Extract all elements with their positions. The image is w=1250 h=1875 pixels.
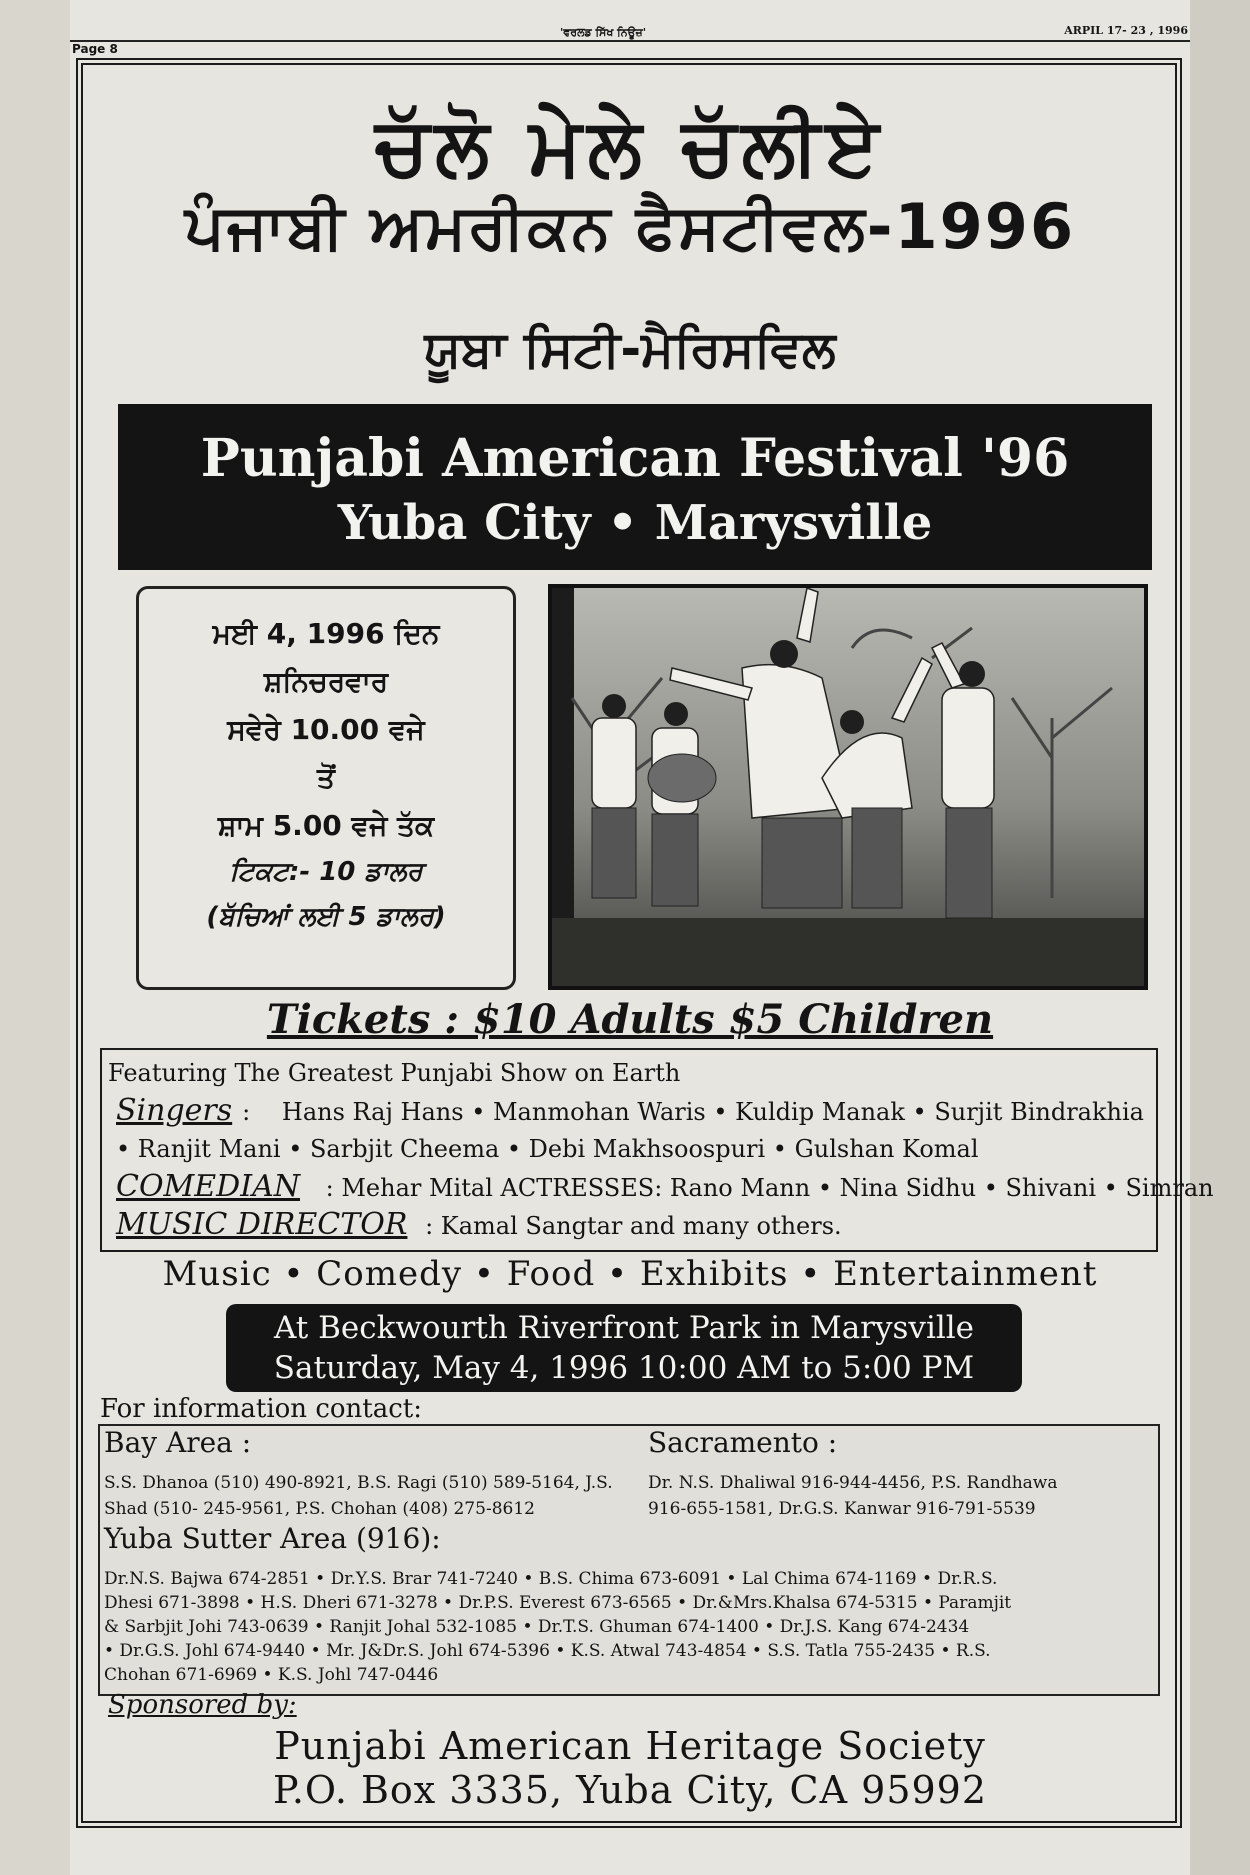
music-director-label: MUSIC DIRECTOR (116, 1207, 408, 1242)
bay-area-label: Bay Area : (104, 1426, 252, 1459)
issue-date: ARPIL 17- 23 , 1996 (1064, 24, 1188, 37)
singers-row: Singers : Hans Raj Hans • Manmohan Waris • Kuldip Manak • Surjit Bindrakhia (116, 1093, 1144, 1128)
venue-box (226, 1304, 1022, 1392)
punjabi-headline-2: ਪੰਜਾਬੀ ਅਮਰੀਕਨ ਫੈਸਟੀਵਲ-1996 (184, 190, 1076, 263)
masthead (70, 20, 1190, 60)
yuba-sutter-contacts-3: & Sarbjit Johi 743-0639 • Ranjit Johal 532-1085 • Dr.T.S. Ghuman 674-1400 • Dr.J.S. Kang 674-2434 (104, 1617, 970, 1637)
sponsored-by-label: Sponsored by: (108, 1690, 297, 1720)
masthead-rule (70, 40, 1190, 42)
info-children: (ਬੱਚਿਆਂ ਲਈ 5 ਡਾਲਰ) (206, 902, 446, 932)
sacramento-contacts-1: Dr. N.S. Dhaliwal 916-944-4456, P.S. Randhawa (648, 1473, 1058, 1493)
singers-list-2: • Ranjit Mani • Sarbjit Cheema • Debi Makhsoospuri • Gulshan Komal (116, 1135, 979, 1163)
comedian-text: : Mehar Mital ACTRESSES: Rano Mann • Nina Sidhu • Shivani • Simran (325, 1174, 1214, 1202)
featuring-box (100, 1048, 1214, 1252)
info-start: ਸਵੇਰੇ 10.00 ਵਜੇ (227, 713, 425, 746)
comedian-row (108, 1168, 1214, 1206)
page-edge (1190, 0, 1250, 1875)
sacramento-label: Sacramento : (648, 1426, 838, 1459)
yuba-sutter-label: Yuba Sutter Area (916): (104, 1522, 441, 1555)
comedian-label: COMEDIAN (116, 1169, 300, 1204)
yuba-sutter-contacts-5: Chohan 671-6969 • K.S. Johl 747-0446 (104, 1665, 439, 1685)
singers-list-1: Hans Raj Hans • Manmohan Waris • Kuldip Manak • Surjit Bindrakhia (281, 1098, 1144, 1126)
music-director-text: : Kamal Sangtar and many others. (425, 1212, 842, 1240)
yuba-sutter-contacts-1: Dr.N.S. Bajwa 674-2851 • Dr.Y.S. Brar 741-7240 • B.S. Chima 673-6091 • Lal Chima 674-1169 • Dr.R.S. (104, 1569, 998, 1589)
sponsor-address: P.O. Box 3335, Yuba City, CA 95992 (272, 1768, 988, 1812)
banner-title: Punjabi American Festival '96 (200, 428, 1070, 489)
punjabi-headline-1: ਚੱਲੋ ਮੇਲੇ ਚੱਲੀਏ (375, 100, 885, 193)
bay-area-contacts-2: Shad (510- 245-9561, P.S. Chohan (408) 275-8612 (104, 1499, 535, 1519)
contact-heading: For information contact: (100, 1394, 422, 1424)
bay-area-contacts-1: S.S. Dhanoa (510) 490-8921, B.S. Ragi (510) 589-5164, J.S. (104, 1473, 613, 1493)
paper-name: 'ਵਰਲਡ ਸਿੱਖ ਨਿਊਜ਼' (560, 26, 647, 39)
punjabi-headline-3: ਯੂਬਾ ਸਿਟੀ-ਮੈਰਿਸਵਿਲ (424, 320, 836, 378)
page-number: Page 8 (72, 42, 118, 56)
info-day: ਸ਼ਨਿਚਰਵਾਰ (263, 665, 389, 698)
dancers-illustration (552, 588, 1144, 986)
yuba-sutter-contacts-4: • Dr.G.S. Johl 674-9440 • Mr. J&Dr.S. Johl 674-5396 • K.S. Atwal 743-4854 • S.S. Tatla 755-2435 • R.S. (104, 1641, 991, 1661)
bhangra-dancers-photo (548, 584, 1148, 990)
sacramento-contacts-2: 916-655-1581, Dr.G.S. Kanwar 916-791-5539 (648, 1499, 1036, 1519)
sponsor-organization: Punjabi American Heritage Society (274, 1724, 986, 1768)
featuring-heading: Featuring The Greatest Punjabi Show on Earth (108, 1059, 681, 1087)
info-end: ਸ਼ਾਮ 5.00 ਵਜੇ ਤੱਕ (217, 809, 435, 842)
info-date: ਮਈ 4, 1996 ਦਿਨ (212, 617, 440, 650)
festival-banner (118, 404, 1152, 570)
venue-location: At Beckwourth Riverfront Park in Marysville (273, 1310, 975, 1346)
banner-subtitle: Yuba City • Marysville (337, 495, 933, 551)
music-row (108, 1206, 1150, 1244)
attractions-line: Music • Comedy • Food • Exhibits • Entertainment (162, 1254, 1098, 1294)
ticket-prices: Tickets : $10 Adults $5 Children (266, 996, 994, 1043)
singers-label: Singers (116, 1093, 233, 1128)
punjabi-info-box (136, 586, 516, 990)
info-ticket: ਟਿਕਟ:- 10 ਡਾਲਰ (229, 857, 423, 887)
info-to: ਤੋਂ (317, 761, 335, 794)
venue-date-time: Saturday, May 4, 1996 10:00 AM to 5:00 PM (273, 1350, 975, 1386)
yuba-sutter-contacts-2: Dhesi 671-3898 • H.S. Dheri 671-3278 • Dr.P.S. Everest 673-6565 • Dr.&Mrs.Khalsa 674-5315 • Paramjit (104, 1593, 1012, 1613)
contacts-box (98, 1424, 1160, 1696)
